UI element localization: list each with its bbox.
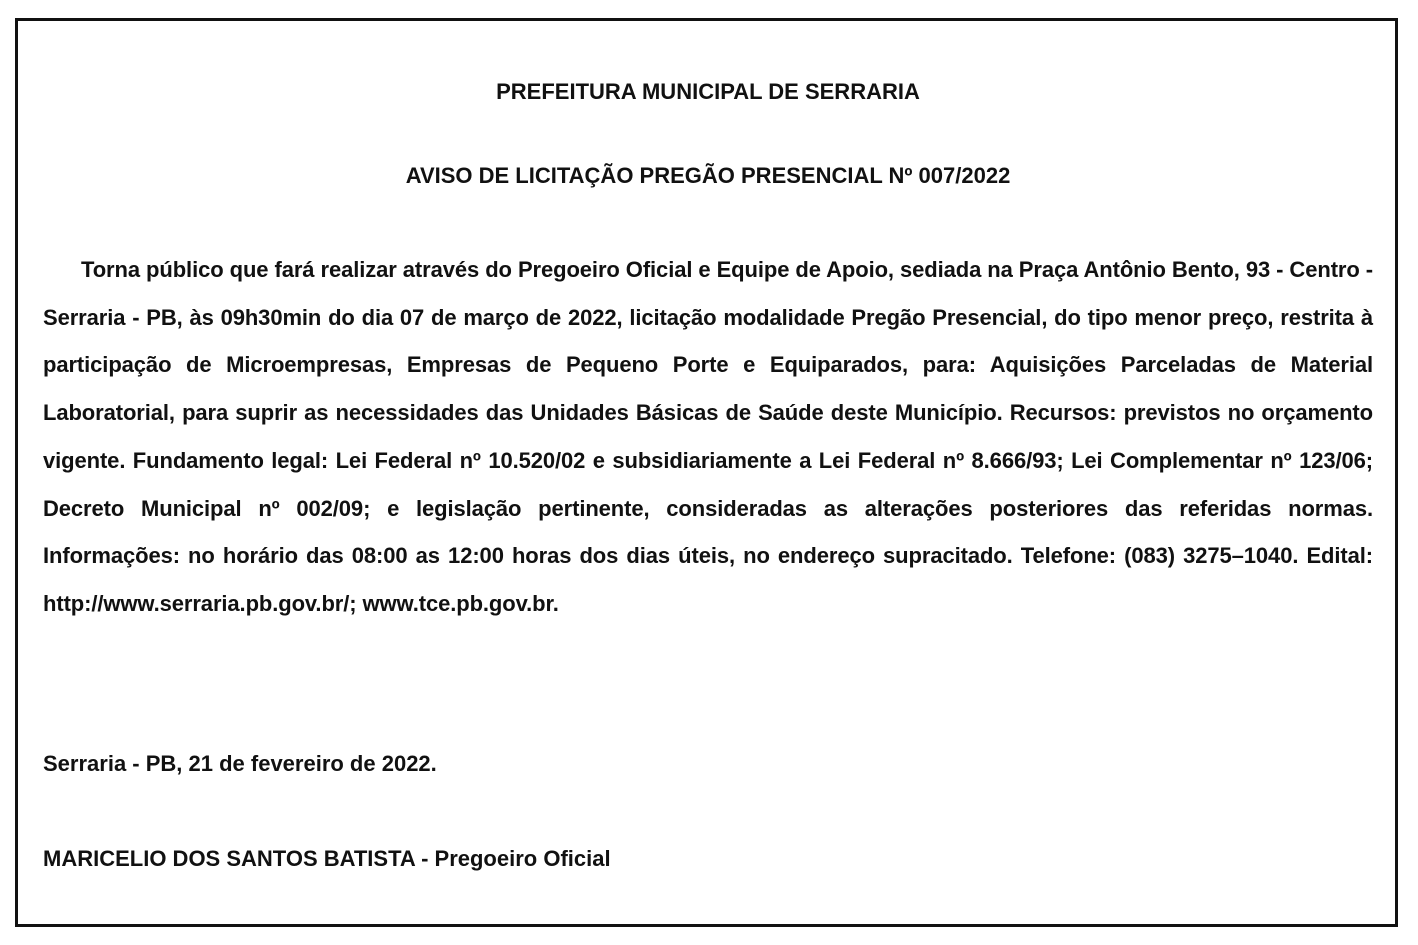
organization-heading: PREFEITURA MUNICIPAL DE SERRARIA <box>496 79 920 104</box>
date-line: Serraria - PB, 21 de fevereiro de 2022. <box>43 751 437 776</box>
signature-line: MARICELIO DOS SANTOS BATISTA - Pregoeiro Oficial <box>43 846 611 871</box>
notice-title: AVISO DE LICITAÇÃO PREGÃO PRESENCIAL Nº 007/2022 <box>405 163 1011 188</box>
notice-content <box>43 74 1373 628</box>
notice-body: Torna público que fará realizar através do Pregoeiro Oficial e Equipe de Apoio, sediada na Praça Antônio Bento, 93 - Centro - Serraria - PB, às 09h30min do dia 07 de março de 2022, licitação modalidade Pregão Presencial, do tipo menor preço, restrita à participação de Microempresas, Empresas de Pequeno Porte e Equiparados, para: Aquisições Parceladas de Material Laboratorial, para suprir as necessidades das Unidades Básicas de Saúde deste Município. Recursos: previstos no orçamento vigente. Fundamento legal: Lei Federal nº 10.520/02 e subsidiariamente a Lei Federal nº 8.666/93; Lei Complementar nº 123/06; Decreto Municipal nº 002/09; e legislação pertinente, consideradas as alterações posteriores das referidas normas. Informações: no horário das 08:00 as 12:00 horas dos dias úteis, no endereço supracitado. Telefone: (083) 3275–1040. Edital: http://www.serraria.pb.gov.br/; www.tce.pb.gov.br. <box>43 257 1373 616</box>
